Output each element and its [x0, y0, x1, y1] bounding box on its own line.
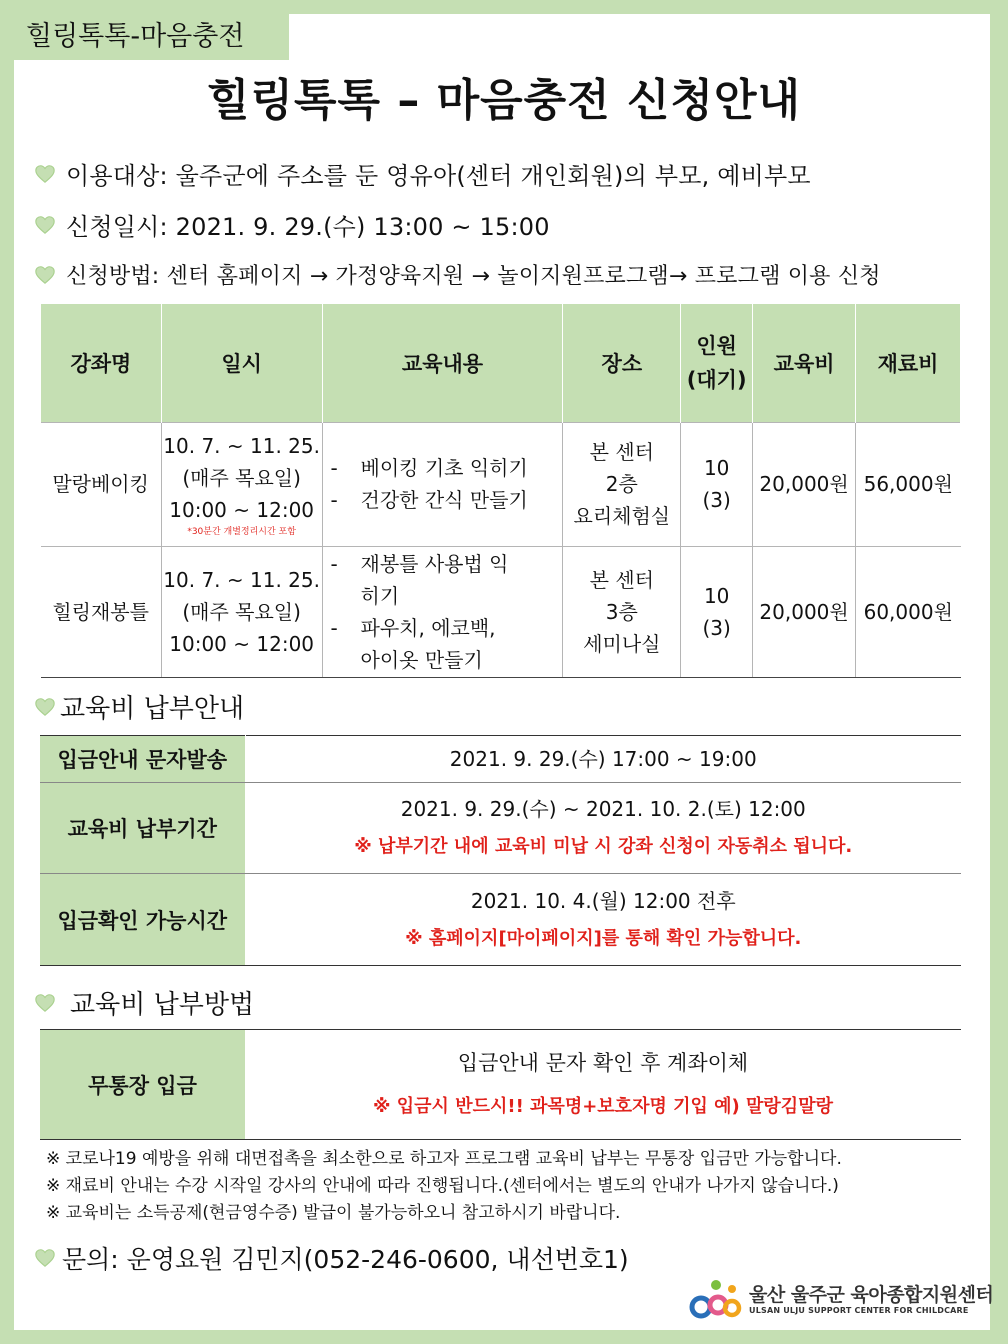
- header-contents: 교육내용: [322, 304, 563, 422]
- row-value: 2021. 9. 29.(수) 17:00 ~ 19:00: [245, 736, 961, 783]
- row-value: [245, 874, 961, 966]
- center-name-ko: 울산 울주군 육아종합지원센터: [749, 1283, 994, 1306]
- info-method-text: 신청방법: 센터 홈페이지 → 가정양육지원 → 놀이지원프로그램→ 프로그램 이용 신청: [66, 264, 881, 289]
- course-date: [161, 546, 322, 677]
- payment-method-table: [40, 1029, 961, 1140]
- payment-info-table: [40, 735, 961, 966]
- list-item: - 재봉틀 사용법 익히기: [331, 548, 521, 612]
- header-course-name: 강좌명: [41, 304, 162, 422]
- info-date-text: 신청일시: 2021. 9. 29.(수) 13:00 ~ 15:00: [66, 213, 550, 241]
- heart-icon: [34, 992, 56, 1014]
- footnote: ※ 교육비는 소득공제(현금영수증) 발급이 불가능하오니 참고하시기 바랍니다.: [46, 1203, 621, 1223]
- contact-line: [34, 1240, 629, 1276]
- row-value-text: 2021. 9. 29.(수) ~ 2021. 10. 2.(토) 12:00: [400, 797, 806, 821]
- payment-info-heading-text: 교육비 납부안내: [60, 694, 245, 724]
- center-logo: [685, 1275, 993, 1323]
- page-title: 힐링톡톡 – 마음충전 신청안내: [206, 75, 801, 126]
- course-contents: [322, 422, 563, 546]
- payment-method-heading-text: 교육비 납부방법: [70, 990, 255, 1020]
- course-material: 60,000원: [856, 546, 961, 677]
- list-item: - 베이킹 기초 익히기: [331, 452, 563, 484]
- center-logo-text: [749, 1284, 993, 1315]
- course-date: [161, 422, 322, 546]
- people-count: 10: [703, 583, 730, 608]
- course-place: [563, 422, 681, 546]
- center-logo-mark-icon: [685, 1275, 743, 1323]
- method-value-text: 입금안내 문자 확인 후 계좌이체: [457, 1050, 749, 1075]
- row-label: 교육비 납부기간: [40, 783, 245, 874]
- footnote: ※ 코로나19 예방을 위해 대면접촉을 최소한으로 하고자 프로그램 교육비 납부는 무통장 입금만 가능합니다.: [46, 1149, 842, 1169]
- table-row: [40, 1030, 961, 1140]
- table-row: [40, 874, 961, 966]
- info-target-text: 이용대상: 울주군에 주소를 둔 영유아(센터 개인회원)의 부모, 예비부모: [66, 162, 811, 190]
- row-value-text: 2021. 10. 4.(월) 12:00 전후: [470, 888, 736, 913]
- heart-icon: [34, 264, 56, 286]
- contact-text: 문의: 운영요원 김민지(052-246-0600, 내선번호1): [62, 1245, 629, 1274]
- header-people: [681, 304, 753, 422]
- course-table: [40, 304, 961, 678]
- course-date-range: 10. 7. ~ 11. 25.: [163, 434, 320, 458]
- payment-info-heading: [34, 688, 244, 725]
- center-name-en: ULSAN ULJU SUPPORT CENTER FOR CHILDCARE: [749, 1305, 969, 1315]
- page-tab-label: 힐링톡톡-마음충전: [14, 14, 289, 60]
- table-row: [41, 422, 961, 546]
- people-count: 10: [703, 456, 730, 480]
- course-people: [681, 546, 753, 677]
- place-line: 본 센터: [589, 567, 654, 592]
- table-row: [40, 736, 961, 783]
- course-date-time: 10:00 ~ 12:00: [169, 498, 315, 522]
- method-value: [245, 1030, 961, 1140]
- info-method: [34, 259, 881, 290]
- course-place: [563, 546, 681, 677]
- course-date-weekday: (매주 목요일): [182, 466, 301, 490]
- footnotes: [46, 1146, 842, 1227]
- course-contents: [322, 546, 563, 677]
- course-fee: 20,000원: [753, 546, 856, 677]
- place-line: 세미나실: [583, 631, 661, 656]
- row-notice: ※ 납부기간 내에 교육비 미납 시 강좌 신청이 자동취소 됩니다.: [354, 836, 853, 857]
- header-place: 장소: [563, 304, 681, 422]
- course-people: [681, 422, 753, 546]
- course-name: 말랑베이킹: [41, 422, 162, 546]
- payment-method-heading: [34, 984, 254, 1021]
- place-line: 3층: [605, 599, 638, 624]
- method-notice: ※ 입금시 반드시!! 과목명+보호자명 기입 예) 말랑김말랑: [373, 1095, 833, 1117]
- place-line: 요리체험실: [573, 504, 671, 528]
- footnote: ※ 재료비 안내는 수강 시작일 강사의 안내에 따라 진행됩니다.(센터에서는 별도의 안내가 나가지 않습니다.): [46, 1176, 839, 1196]
- info-date: [34, 207, 550, 242]
- course-date-weekday: (매주 목요일): [182, 599, 301, 624]
- table-row: [40, 783, 961, 874]
- header-date: 일시: [161, 304, 322, 422]
- heart-icon: [34, 696, 56, 718]
- info-target: [34, 156, 811, 191]
- header-people-label: 인원: [696, 333, 737, 358]
- row-notice: ※ 홈페이지[마이페이지]를 통해 확인 가능합니다.: [405, 927, 802, 949]
- waiting-count: (3): [702, 488, 731, 512]
- course-material: 56,000원: [856, 422, 961, 546]
- list-item: - 건강한 간식 만들기: [331, 484, 563, 516]
- place-line: 본 센터: [589, 440, 654, 464]
- heart-icon: [34, 214, 56, 236]
- row-label: 입금안내 문자발송: [40, 736, 245, 783]
- heart-icon: [34, 1247, 56, 1269]
- course-table-header: [41, 304, 961, 422]
- list-item: - 파우치, 에코백, 아이옷 만들기: [331, 612, 521, 676]
- heart-icon: [34, 163, 56, 185]
- method-label: 무통장 입금: [40, 1030, 245, 1140]
- course-name: 힐링재봉틀: [41, 546, 162, 677]
- row-value: [245, 783, 961, 874]
- header-waiting-label: (대기): [686, 367, 747, 392]
- row-label: 입금확인 가능시간: [40, 874, 245, 966]
- header-material: 재료비: [856, 304, 961, 422]
- course-date-time: 10:00 ~ 12:00: [169, 631, 315, 656]
- course-fee: 20,000원: [753, 422, 856, 546]
- course-date-note: *30분간 개별정리시간 포함: [187, 527, 296, 537]
- table-row: [41, 546, 961, 677]
- waiting-count: (3): [702, 615, 731, 640]
- course-date-range: 10. 7. ~ 11. 25.: [163, 567, 320, 592]
- header-fee: 교육비: [753, 304, 856, 422]
- place-line: 2층: [605, 472, 638, 496]
